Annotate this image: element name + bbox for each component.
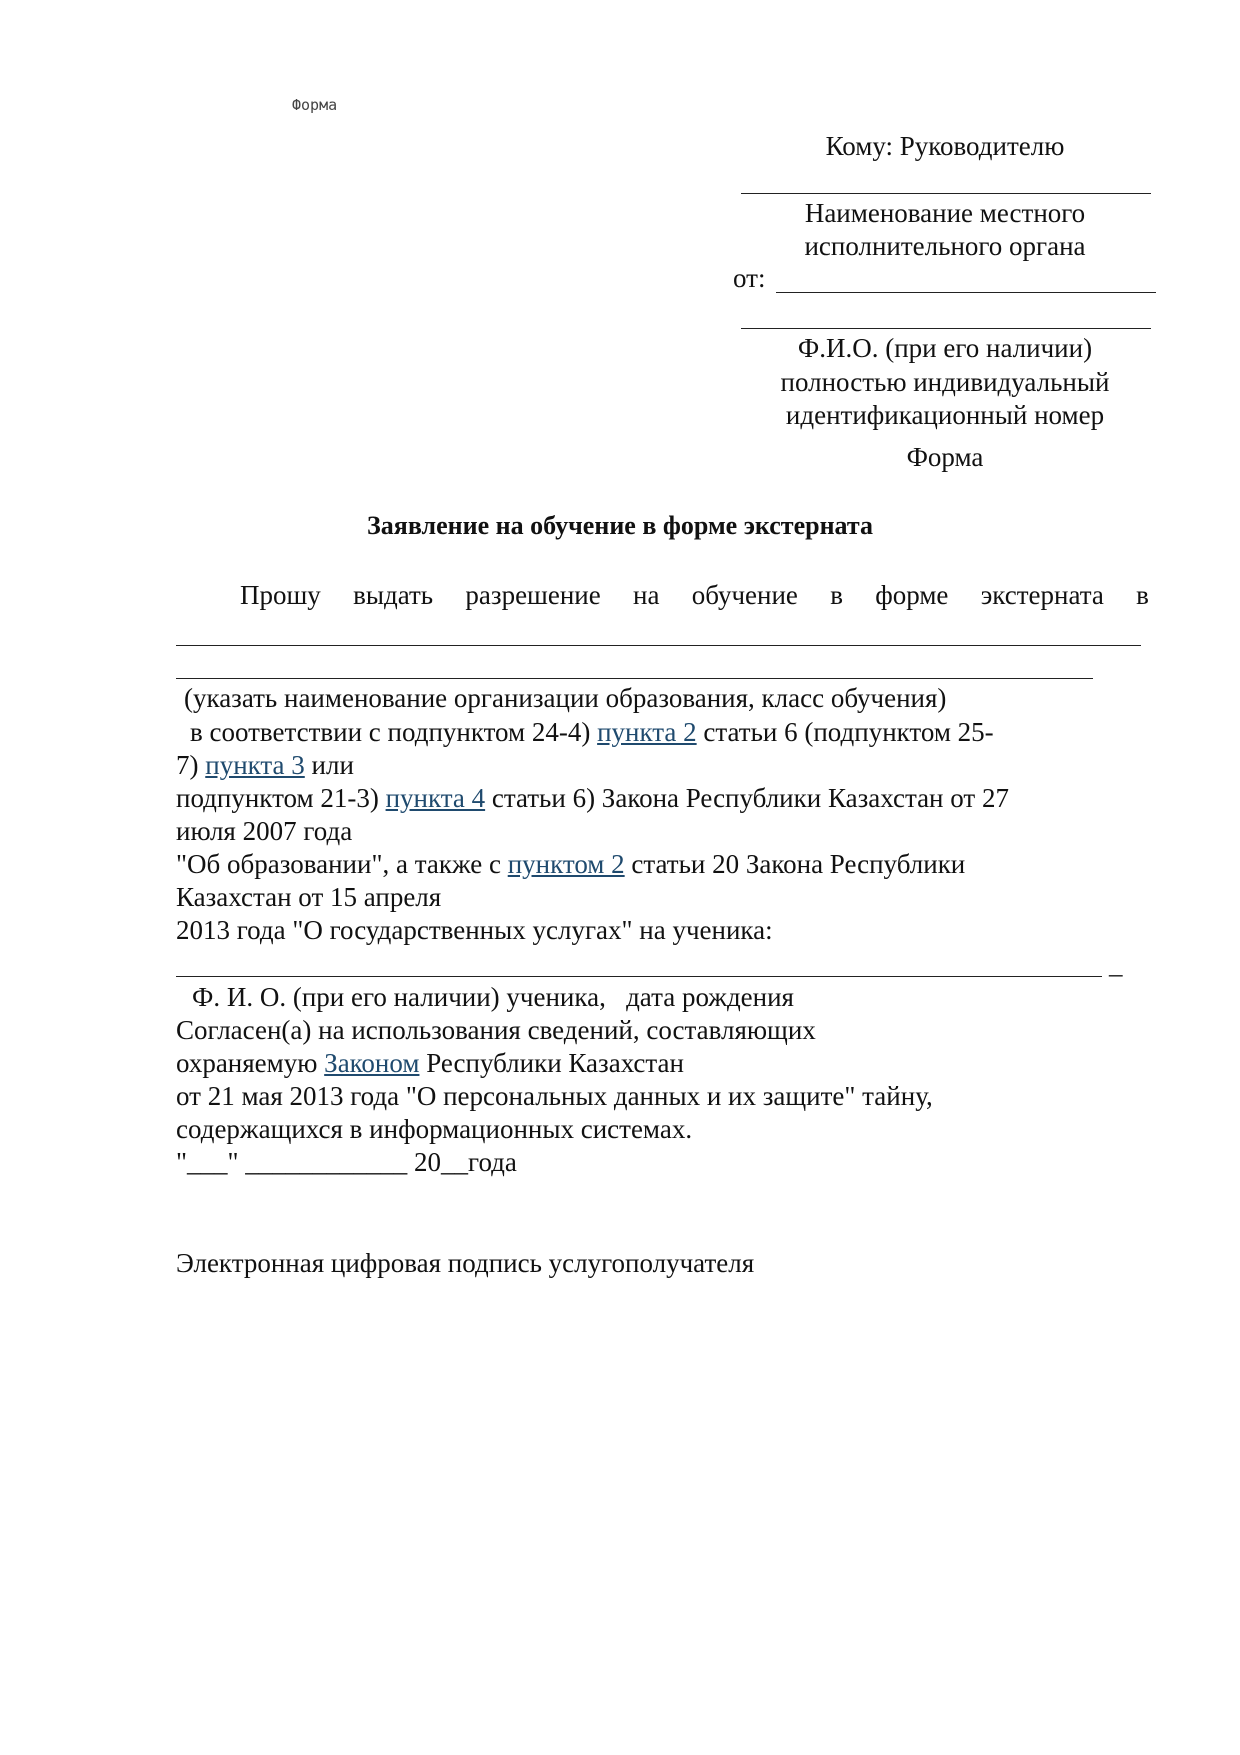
request-word: в [1136,580,1149,610]
document-title: Заявление на обучение в форме экстерната [367,511,873,540]
request-word: экстерната [980,580,1104,610]
consent-line-2 [176,1047,684,1080]
text: статьи 6 (подпунктом 25- [703,717,994,747]
organization-line-1[interactable] [176,645,1141,646]
to-label: Кому: Руководителю [825,131,1065,161]
text: статьи 6) Закона Республики Казахстан от 27 [491,783,1009,813]
from-line[interactable] [776,292,1156,293]
request-word: форме [875,580,949,610]
from-label: от: [733,263,766,293]
organization-hint: (указать наименование организации образования, класс обучения) [184,683,947,713]
request-word: выдать [353,580,434,610]
request-line [240,580,1149,611]
org-caption-1: Наименование местного [804,198,1086,228]
para-line-7: 2013 года "О государственных услугах" на ученика: [176,915,773,945]
link-punkt-2[interactable]: пункта 2 [597,717,697,747]
link-punkt-4[interactable]: пункта 4 [385,783,486,813]
link-punktom-2[interactable]: пунктом 2 [507,849,625,879]
request-word: Прошу [240,580,321,610]
text: статьи 20 Закона Республики [631,849,966,879]
link-zakonom[interactable]: Законом [324,1048,420,1078]
student-line-dash: _ [1109,949,1123,979]
text: Республики Казахстан [426,1048,684,1078]
form-label: Форма [906,442,984,472]
student-line[interactable] [176,976,1102,977]
consent-line-3: от 21 мая 2013 года "О персональных данных и их защите" тайну, [176,1081,933,1111]
student-caption: Ф. И. О. (при его наличии) ученика, дата рождения [192,982,794,1012]
consent-line-1: Согласен(а) на использования сведений, составляющих [176,1015,816,1045]
organization-line-2[interactable] [176,678,1093,679]
signature-label: Электронная цифровая подпись услугополучателя [176,1248,755,1278]
text: 7) [176,750,199,780]
para-line-3 [176,782,1009,815]
para-line-4: июля 2007 года [176,816,353,846]
recipient-line[interactable] [741,193,1151,194]
request-word: в [830,580,843,610]
text: охраняемую [176,1048,318,1078]
para-line-5 [176,848,965,881]
request-word: на [633,580,660,610]
fio-caption-2: полностью индивидуальный [780,367,1110,397]
text: подпунктом 21-3) [176,783,379,813]
text: в соответствии с подпунктом 24-4) [190,717,591,747]
date-line[interactable]: "___" ____________ 20__года [176,1147,517,1177]
text: или [311,750,354,780]
text: "Об образовании", а также с [176,849,501,879]
org-caption-2: исполнительного органа [804,231,1086,261]
consent-line-4: содержащихся в информационных системах. [176,1114,693,1144]
fio-caption-1: Ф.И.О. (при его наличии) [797,333,1093,363]
para-line-6: Казахстан от 15 апреля [176,882,442,912]
request-word: разрешение [465,580,601,610]
form-label-small: Форма [292,96,338,114]
fio-caption-3: идентификационный номер [785,400,1105,430]
para-line-1 [190,716,994,749]
request-word: обучение [691,580,798,610]
fio-line[interactable] [741,328,1151,329]
link-punkt-3[interactable]: пункта 3 [205,750,305,780]
para-line-2 [176,749,354,782]
